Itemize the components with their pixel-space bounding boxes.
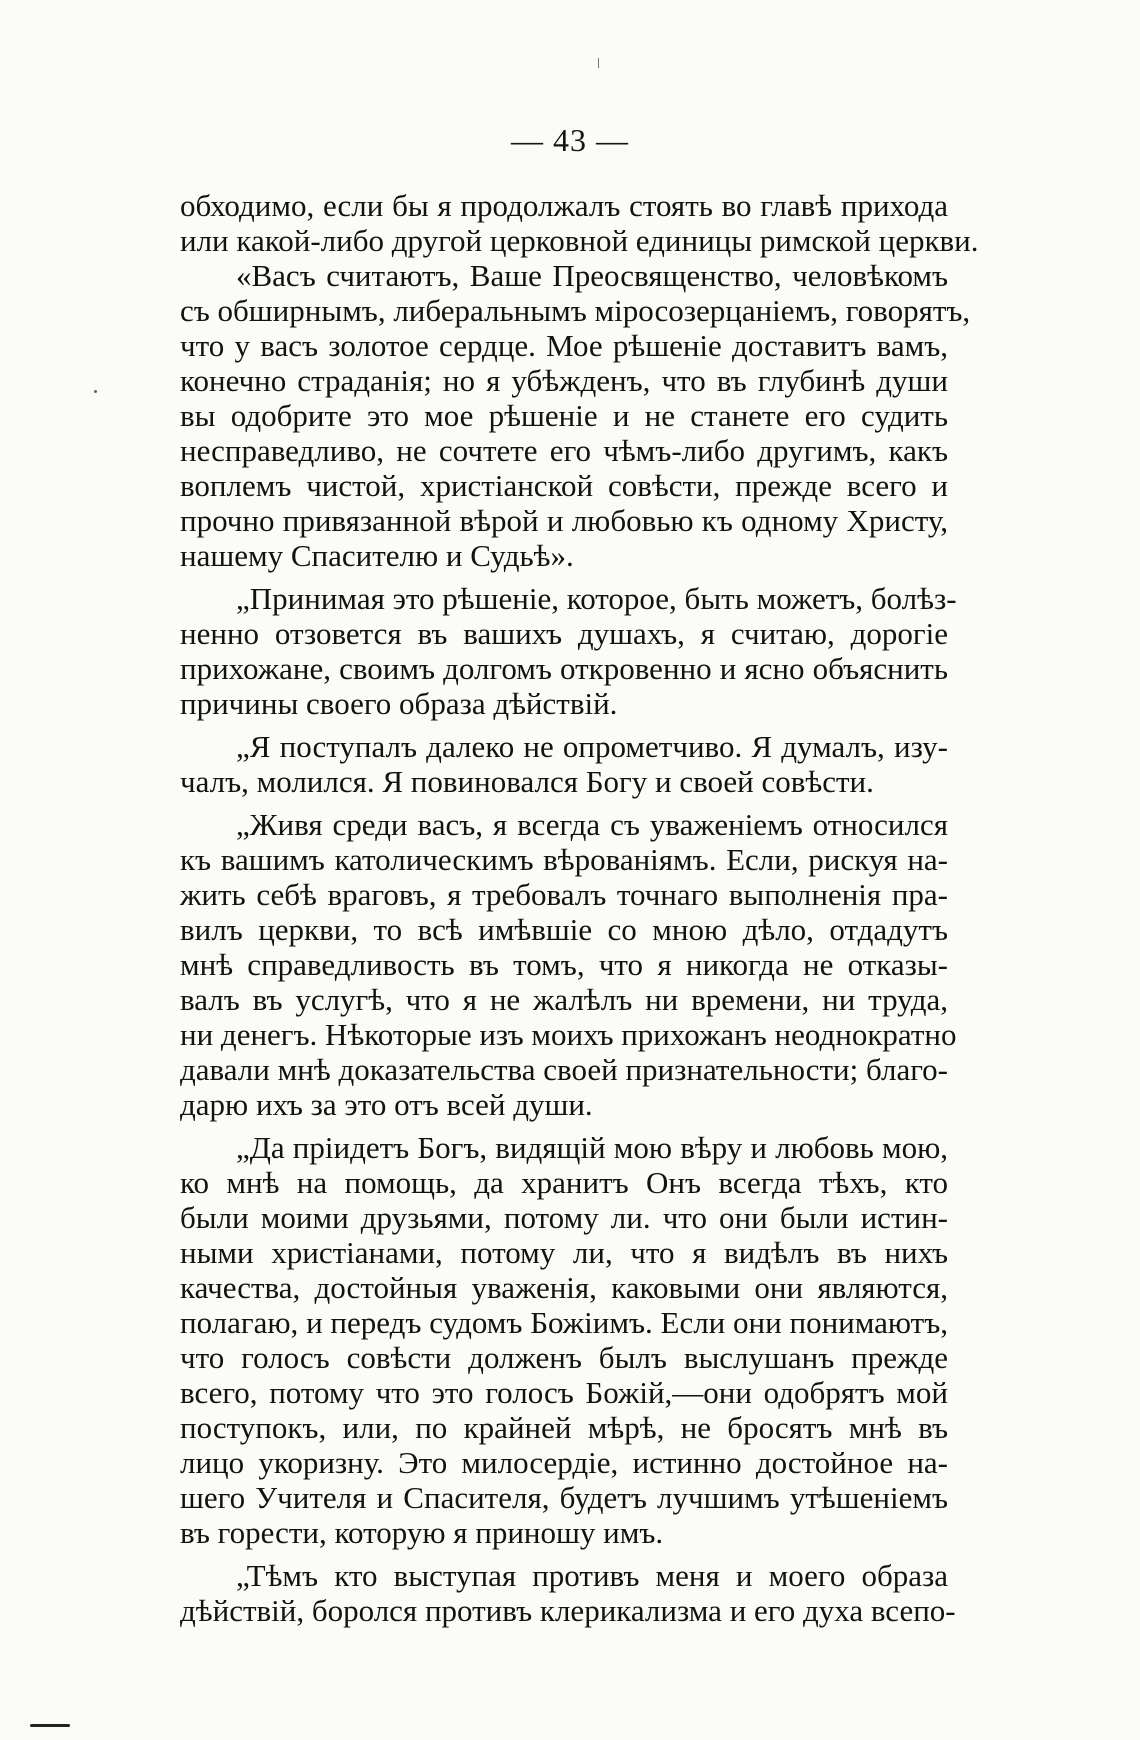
- text-line: ко мнѣ на помощь, да хранитъ Онъ всегда тѣхъ, кто: [180, 1165, 948, 1200]
- text-line: валъ въ услугѣ, что я не жалѣлъ ни времени, ни труда,: [180, 982, 948, 1017]
- scan-mark: [30, 1724, 70, 1727]
- text-line: чалъ, молился. Я повиновался Богу и своей совѣсти.: [180, 764, 874, 799]
- text-line: мнѣ справедливость въ томъ, что я никогда не отказы-: [180, 947, 948, 982]
- text-line: полагаю, и передъ судомъ Божіимъ. Если они понимаютъ,: [180, 1305, 948, 1340]
- text-line: прихожане, своимъ долгомъ откровенно и ясно объяснить: [180, 651, 948, 686]
- text-line: „Тѣмъ кто выступая противъ меня и моего образа: [236, 1558, 948, 1593]
- text-line: съ обширнымъ, либеральнымъ міросозерцаніемъ, говорятъ,: [180, 293, 971, 328]
- text-line: жить себѣ враговъ, я требовалъ точнаго выполненія пра-: [180, 877, 948, 912]
- text-line: обходимо, если бы я продолжалъ стоять во главѣ прихода: [180, 188, 948, 223]
- text-line: «Васъ считаютъ, Ваше Преосвященство, человѣкомъ: [236, 258, 948, 293]
- text-line: ными христіанами, потому ли, что я видѣлъ въ нихъ: [180, 1235, 948, 1270]
- text-line: дарю ихъ за это отъ всей души.: [180, 1087, 593, 1122]
- text-line: къ вашимъ католическимъ вѣрованіямъ. Если, рискуя на-: [180, 842, 948, 877]
- text-line: шего Учителя и Спасителя, будетъ лучшимъ утѣшеніемъ: [180, 1480, 948, 1515]
- scan-speck: [598, 58, 599, 68]
- text-line: нашему Спасителю и Судьѣ».: [180, 538, 574, 573]
- text-line: всего, потому что это голосъ Божій,—они одобрятъ мой: [180, 1375, 948, 1410]
- text-line: причины своего образа дѣйствій.: [180, 686, 618, 721]
- text-line: качества, достойныя уваженія, каковыми они являются,: [180, 1270, 948, 1305]
- text-line: въ горести, которую я приношу имъ.: [180, 1515, 664, 1550]
- text-line: ни денегъ. Нѣкоторые изъ моихъ прихожанъ неоднократно: [180, 1017, 957, 1052]
- text-line: „Да пріидетъ Богъ, видящій мою вѣру и любовь мою,: [236, 1130, 948, 1165]
- text-line: „Принимая это рѣшеніе, которое, быть можетъ, болѣз-: [236, 581, 957, 616]
- text-line: воплемъ чистой, христіанской совѣсти, прежде всего и: [180, 468, 948, 503]
- text-line: несправедливо, не сочтете его чѣмъ-либо другимъ, какъ: [180, 433, 948, 468]
- page-number: — 43 —: [511, 122, 629, 158]
- text-line: были моими друзьями, потому ли. что они были истин-: [180, 1200, 948, 1235]
- text-line: вы одобрите это мое рѣшеніе и не станете его судить: [180, 398, 948, 433]
- text-line: или какой-либо другой церковной единицы римской церкви.: [180, 223, 979, 258]
- scan-speck: [94, 390, 97, 393]
- text-line: дѣйствій, боролся противъ клерикализма и его духа всепо-: [180, 1593, 956, 1628]
- text-line: вилъ церкви, то всѣ имѣвшіе со мною дѣло, отдадутъ: [180, 912, 948, 947]
- text-line: что у васъ золотое сердце. Мое рѣшеніе доставитъ вамъ,: [180, 328, 948, 363]
- body-text: [180, 188, 979, 1628]
- text-line: прочно привязанной вѣрой и любовью къ одному Христу,: [180, 503, 948, 538]
- text-line: поступокъ, или, по крайней мѣрѣ, не бросятъ мнѣ въ: [180, 1410, 948, 1445]
- text-line: лицо укоризну. Это милосердіе, истинно достойное на-: [180, 1445, 948, 1480]
- text-line: „Я поступалъ далеко не опрометчиво. Я думалъ, изу-: [236, 729, 948, 764]
- text-line: что голосъ совѣсти долженъ былъ выслушанъ прежде: [180, 1340, 948, 1375]
- text-line: конечно страданія; но я убѣжденъ, что въ глубинѣ души: [180, 363, 948, 398]
- text-line: ненно отзовется въ вашихъ душахъ, я считаю, дорогіе: [180, 616, 948, 651]
- text-line: давали мнѣ доказательства своей признательности; благо-: [180, 1052, 948, 1087]
- text-line: „Живя среди васъ, я всегда съ уваженіемъ относился: [236, 807, 948, 842]
